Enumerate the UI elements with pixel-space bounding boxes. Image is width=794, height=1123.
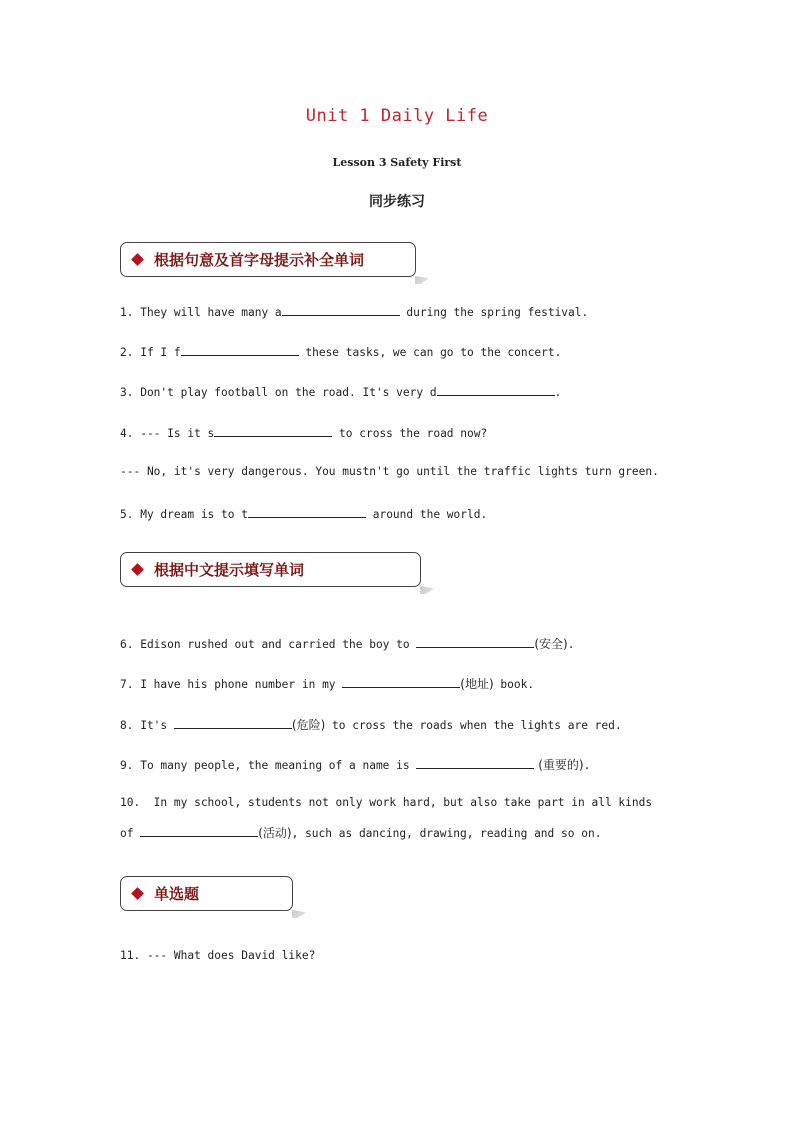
diamond-bullet-icon (131, 253, 144, 266)
question-11: 11. --- What does David like? (120, 949, 316, 962)
question-4-reply: --- No, it's very dangerous. You mustn't go until the traffic lights turn green. (120, 465, 659, 478)
answer-blank[interactable] (282, 304, 400, 316)
question-3: 3. Don't play football on the road. It's very d . (120, 386, 562, 399)
answer-blank[interactable] (248, 506, 366, 518)
answer-blank[interactable] (342, 676, 460, 688)
section-header-1 (120, 242, 416, 277)
section-label: 根据句意及首字母提示补全单词 (154, 251, 365, 269)
diamond-bullet-icon (131, 563, 144, 576)
question-9: 9. To many people, the meaning of a name is (重要的). (120, 758, 591, 772)
question-1: 1. They will have many a during the spring festival. (120, 306, 589, 319)
diamond-bullet-icon (131, 887, 144, 900)
question-2: 2. If I f these tasks, we can go to the concert. (120, 346, 562, 359)
question-10-line-2: of (活动), such as dancing, drawing, reading and so on. (120, 826, 602, 840)
lesson-subtitle: Lesson 3 Safety First (332, 156, 462, 169)
answer-blank[interactable] (214, 425, 332, 437)
answer-blank[interactable] (416, 636, 534, 648)
question-7: 7. I have his phone number in my (地址) book. (120, 677, 535, 691)
section-header-3 (120, 876, 293, 911)
answer-blank[interactable] (181, 344, 299, 356)
question-6: 6. Edison rushed out and carried the boy to (安全). (120, 637, 575, 651)
box-shadow-decoration (292, 910, 306, 918)
section-label: 单选题 (154, 885, 200, 903)
answer-blank[interactable] (174, 717, 292, 729)
question-10-line-1: 10. In my school, students not only work hard, but also take part in all kinds (120, 796, 653, 809)
box-shadow-decoration (420, 586, 434, 594)
section-label: 根据中文提示填写单词 (154, 561, 305, 579)
answer-blank[interactable] (437, 384, 555, 396)
question-8: 8. It's (危险) to cross the roads when the lights are red. (120, 718, 622, 732)
section-header-2 (120, 552, 421, 587)
page-title: Unit 1 Daily Life (305, 106, 489, 126)
answer-blank[interactable] (140, 825, 258, 837)
practice-heading: 同步练习 (369, 194, 425, 210)
question-4: 4. --- Is it s to cross the road now? (120, 427, 488, 440)
question-5: 5. My dream is to t around the world. (120, 508, 488, 521)
answer-blank[interactable] (416, 757, 534, 769)
box-shadow-decoration (415, 276, 429, 284)
